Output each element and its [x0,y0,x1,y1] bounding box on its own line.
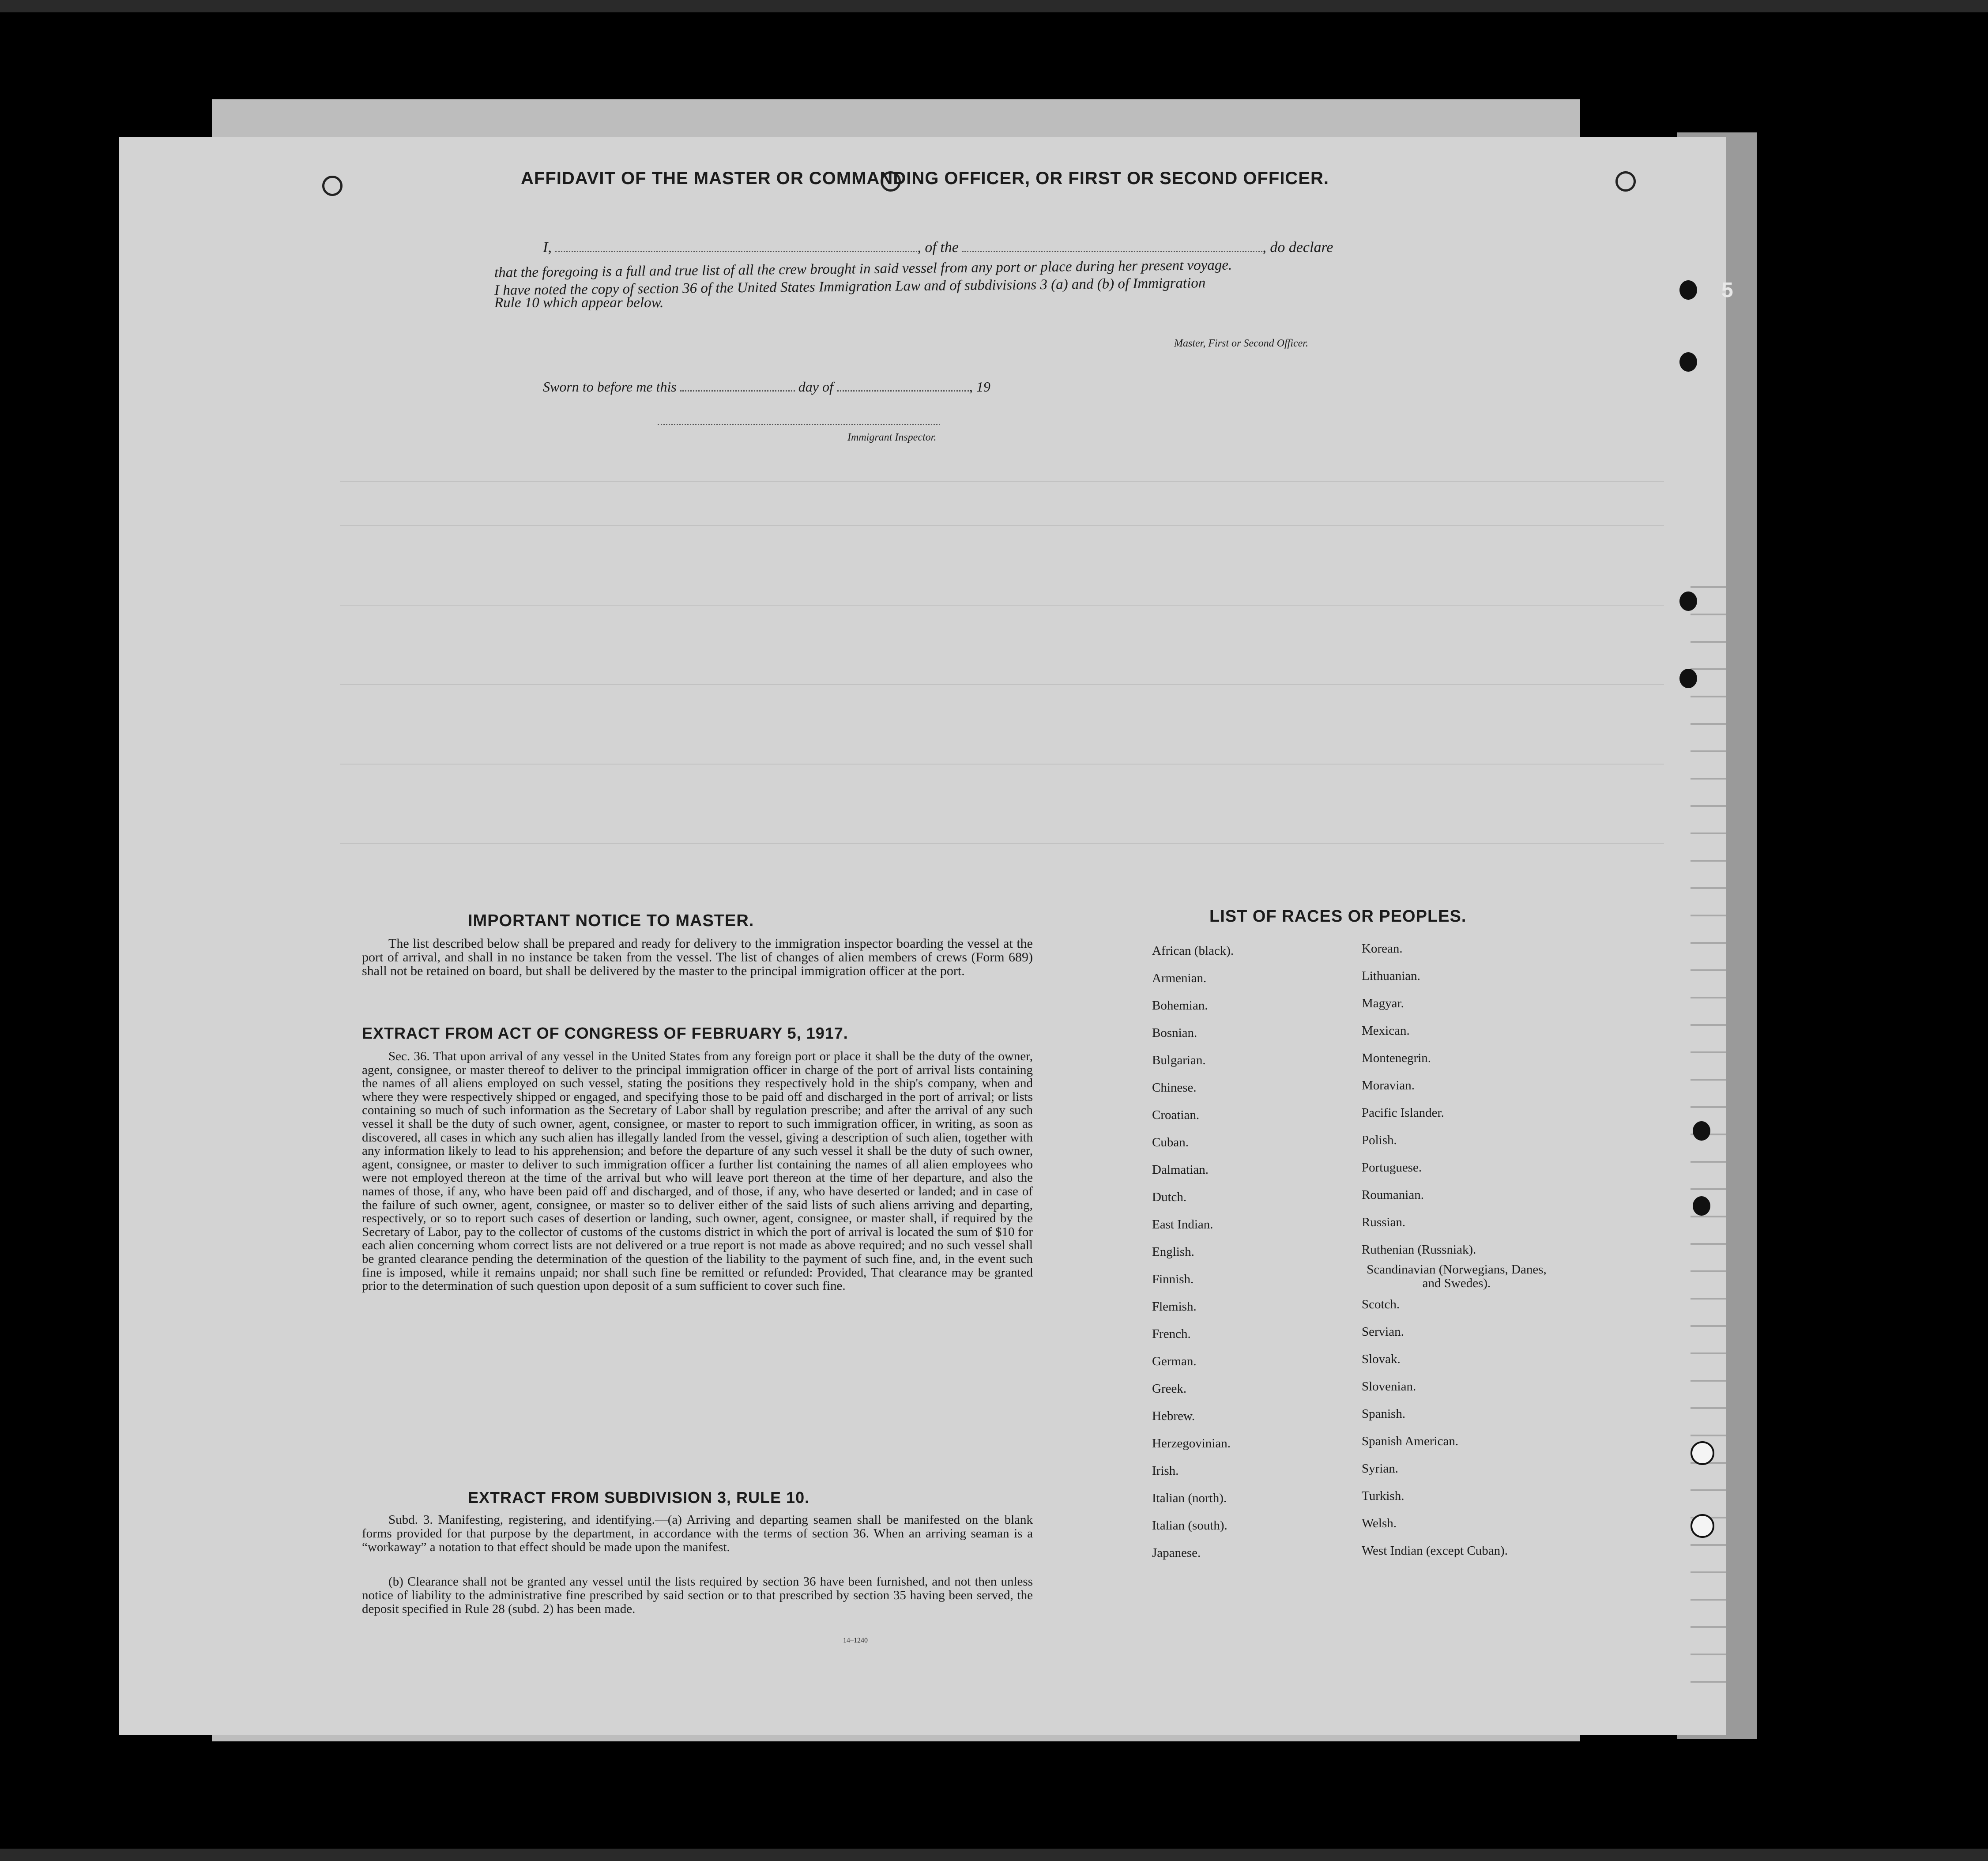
races-title: LIST OF RACES OR PEOPLES. [1209,907,1467,926]
race-item: Spanish American. [1362,1434,1459,1448]
page-number: 5 [1721,279,1733,302]
affidavit-line1 [543,239,1505,256]
race-item: Spanish. [1362,1407,1406,1421]
race-item: Moravian. [1362,1078,1415,1092]
race-item: East Indian. [1152,1217,1213,1232]
ghost-row [340,684,1664,685]
ghost-row [340,525,1664,526]
punch-hole-icon [1693,1121,1710,1141]
race-item: Scotch. [1362,1297,1400,1311]
race-item: Japanese. [1152,1546,1201,1560]
vessel-blank [962,251,1262,252]
affidavit-declare: , do declare [1262,239,1333,256]
race-item: Bosnian. [1152,1026,1197,1040]
race-item: Russian. [1362,1215,1406,1229]
day-of-text: day of [798,379,833,395]
race-item: Finnish. [1152,1272,1194,1286]
day-blank [680,390,795,392]
affidavit-i: I, [543,239,552,256]
inspector-signature-line [658,424,940,425]
rule-extract-title: EXTRACT FROM SUBDIVISION 3, RULE 10. [468,1488,810,1507]
race-item: Chinese. [1152,1081,1197,1095]
act-extract-body: Sec. 36. That upon arrival of any vessel in the United States from any foreign port or place it shall be the duty of the owner, agent, consignee, or master thereof to deliver to the principal immigration officer in charge of the port of arrival lists containing the names of all aliens employed on such vessel, stating the positions they respectively hold in the ship's company, when and where they were respectively shipped or engaged, and specifying those to be paid off and discharged in the port of arrival; or lists containing so much of such information as the Secretary of Labor shall by regulation prescribe; and after the arrival of any such vessel it shall be the duty of such owner, agent, consignee, or master to report to such immigration officer, in writing, as soon as discovered, all cases in which any such alien has illegally landed from the vessel, giving a description of such alien, together with any information likely to lead to his apprehension; and before the departure of any such vessel it shall be the duty of such owner, agent, consignee, or master to deliver to such immigration officer a further list containing the names of all alien employees who were not employed thereon at the time of the arrival but who will leave port thereon at the time of her departure, and also the names of those, if any, who have been paid off and discharged, and of those, if any, who have deserted or landed; and in case of the failure of such owner, agent, consignee, or master so to deliver either of the said lists of such aliens arriving and departing, respectively, or so to report such cases of desertion or landing, such owner, agent, consignee, or master shall, if required by the Secretary of Labor, pay to the collector of customs of the customs district in which the port of arrival is located the sum of $10 for each alien concerning whom correct lists are not delivered or a true report is not made as above required; and no such vessel shall be granted clearance pending the determination of the question of the liability to the payment of such fine, and, in the event such fine is imposed, while it remains unpaid; nor shall such fine be remitted or refunded: Provided, That clearance may be granted prior to the determination of such question upon deposit of a sum sufficient to cover such fine. [362,1049,1033,1293]
race-item: Magyar. [1362,996,1404,1010]
rule-subd-b: (b) Clearance shall not be granted any vessel until the lists required by section 36 have been furnished, and not then unless notice of liability to the administrative fine prescribed by said section or to that prescribed by section 35 having been served, the deposit specified in Rule 28 (subd. 2) has been made. [362,1575,1033,1616]
affidavit-of-the: , of the [917,239,959,256]
form-number: 14–1240 [843,1637,868,1644]
inspector-label: Immigrant Inspector. [847,432,937,443]
races-left-column [1152,944,1337,1606]
punch-hole-icon [1679,591,1697,611]
race-item: West Indian (except Cuban). [1362,1544,1508,1558]
race-item: Dutch. [1152,1190,1187,1204]
race-item: Herzegovinian. [1152,1436,1231,1450]
sworn-line [543,379,1249,395]
race-item: Italian (north). [1152,1491,1227,1505]
ghost-row [340,843,1664,844]
notice-title: IMPORTANT NOTICE TO MASTER. [468,912,754,930]
affidavit-line3: I have noted the copy of section 36 of the United States Immigration Law and of subdivisions 3 (a) and (b) of Immigration [494,275,1206,299]
race-item: Hebrew. [1152,1409,1195,1423]
race-item: Portuguese. [1362,1160,1422,1175]
race-item: African (black). [1152,944,1234,958]
name-blank [555,251,917,252]
race-item: Lithuanian. [1362,969,1420,983]
race-item: Bohemian. [1152,998,1208,1013]
race-item: Slovak. [1362,1352,1401,1366]
rule-subd-a: Subd. 3. Manifesting, registering, and identifying.—(a) Arriving and departing seamen shall be manifested on the blank forms provided for that purpose by the department, in accordance with the terms of section 36. When an arriving seaman is a “workaway” a notation to that effect should be made upon the manifest. [362,1513,1033,1554]
ghost-row [340,764,1664,765]
race-item: Greek. [1152,1382,1187,1396]
race-item: Scandinavian (Norwegians, Danes, and Swedes). [1367,1262,1547,1290]
race-item: Montenegrin. [1362,1051,1431,1065]
punch-hole-icon [1693,1196,1710,1216]
race-item: Slovenian. [1362,1379,1416,1394]
ghost-row [340,605,1664,606]
race-item: Pacific Islander. [1362,1106,1444,1120]
race-item: Mexican. [1362,1024,1410,1038]
race-item: English. [1152,1245,1194,1259]
race-item: German. [1152,1354,1197,1368]
race-item: Syrian. [1362,1462,1398,1476]
race-item: Roumanian. [1362,1188,1424,1202]
act-extract-title: EXTRACT FROM ACT OF CONGRESS OF FEBRUARY 5, 1917. [362,1024,848,1042]
ghost-row [340,481,1664,482]
race-item: Ruthenian (Russniak). [1362,1243,1476,1257]
affidavit-line2: that the foregoing is a full and true list of all the crew brought in said vessel from any port or place during her present voyage. [494,257,1232,281]
notice-body: The list described below shall be prepared and ready for delivery to the immigration inspector boarding the vessel at the port of arrival, and shall in no instance be taken from the vessel. The list of changes of alien members of crews (Form 689) shall not be retained on board, but shall be delivered by the master to the principal immigration officer at the port. [362,936,1033,978]
affidavit-line4: Rule 10 which appear below. [494,295,664,311]
race-item: Servian. [1362,1325,1404,1339]
race-item: Armenian. [1152,971,1207,985]
race-item: Italian (south). [1152,1518,1227,1533]
race-item: Bulgarian. [1152,1053,1206,1067]
race-item: Welsh. [1362,1516,1397,1530]
punch-hole-icon [1679,669,1697,688]
race-item: Turkish. [1362,1489,1404,1503]
month-blank [837,390,969,392]
race-item: French. [1152,1327,1191,1341]
punch-hole-icon [1691,1441,1714,1465]
sworn-text: Sworn to before me this [543,379,677,395]
race-item: Dalmatian. [1152,1163,1209,1177]
punch-hole-icon [1679,352,1697,372]
manifest-page [119,137,1726,1735]
binder-ring-icon [1615,171,1636,192]
race-item: Korean. [1362,942,1403,956]
scanner-band-bottom [0,1849,1988,1861]
affidavit-title: AFFIDAVIT OF THE MASTER OR COMMANDING OFFICER, OR FIRST OR SECOND OFFICER. [521,169,1329,188]
race-item: Irish. [1152,1464,1179,1478]
punch-hole-icon [1679,280,1697,300]
race-item: Flemish. [1152,1300,1197,1314]
binder-ring-icon [322,176,343,196]
punch-hole-icon [1691,1514,1714,1538]
race-item: Polish. [1362,1133,1397,1147]
race-item: Cuban. [1152,1135,1189,1149]
race-item: Croatian. [1152,1108,1200,1122]
scanner-band-top [0,0,1988,12]
signature-label: Master, First or Second Officer. [1174,338,1308,349]
races-right-column [1362,942,1609,1612]
year-text: , 19 [969,379,990,395]
